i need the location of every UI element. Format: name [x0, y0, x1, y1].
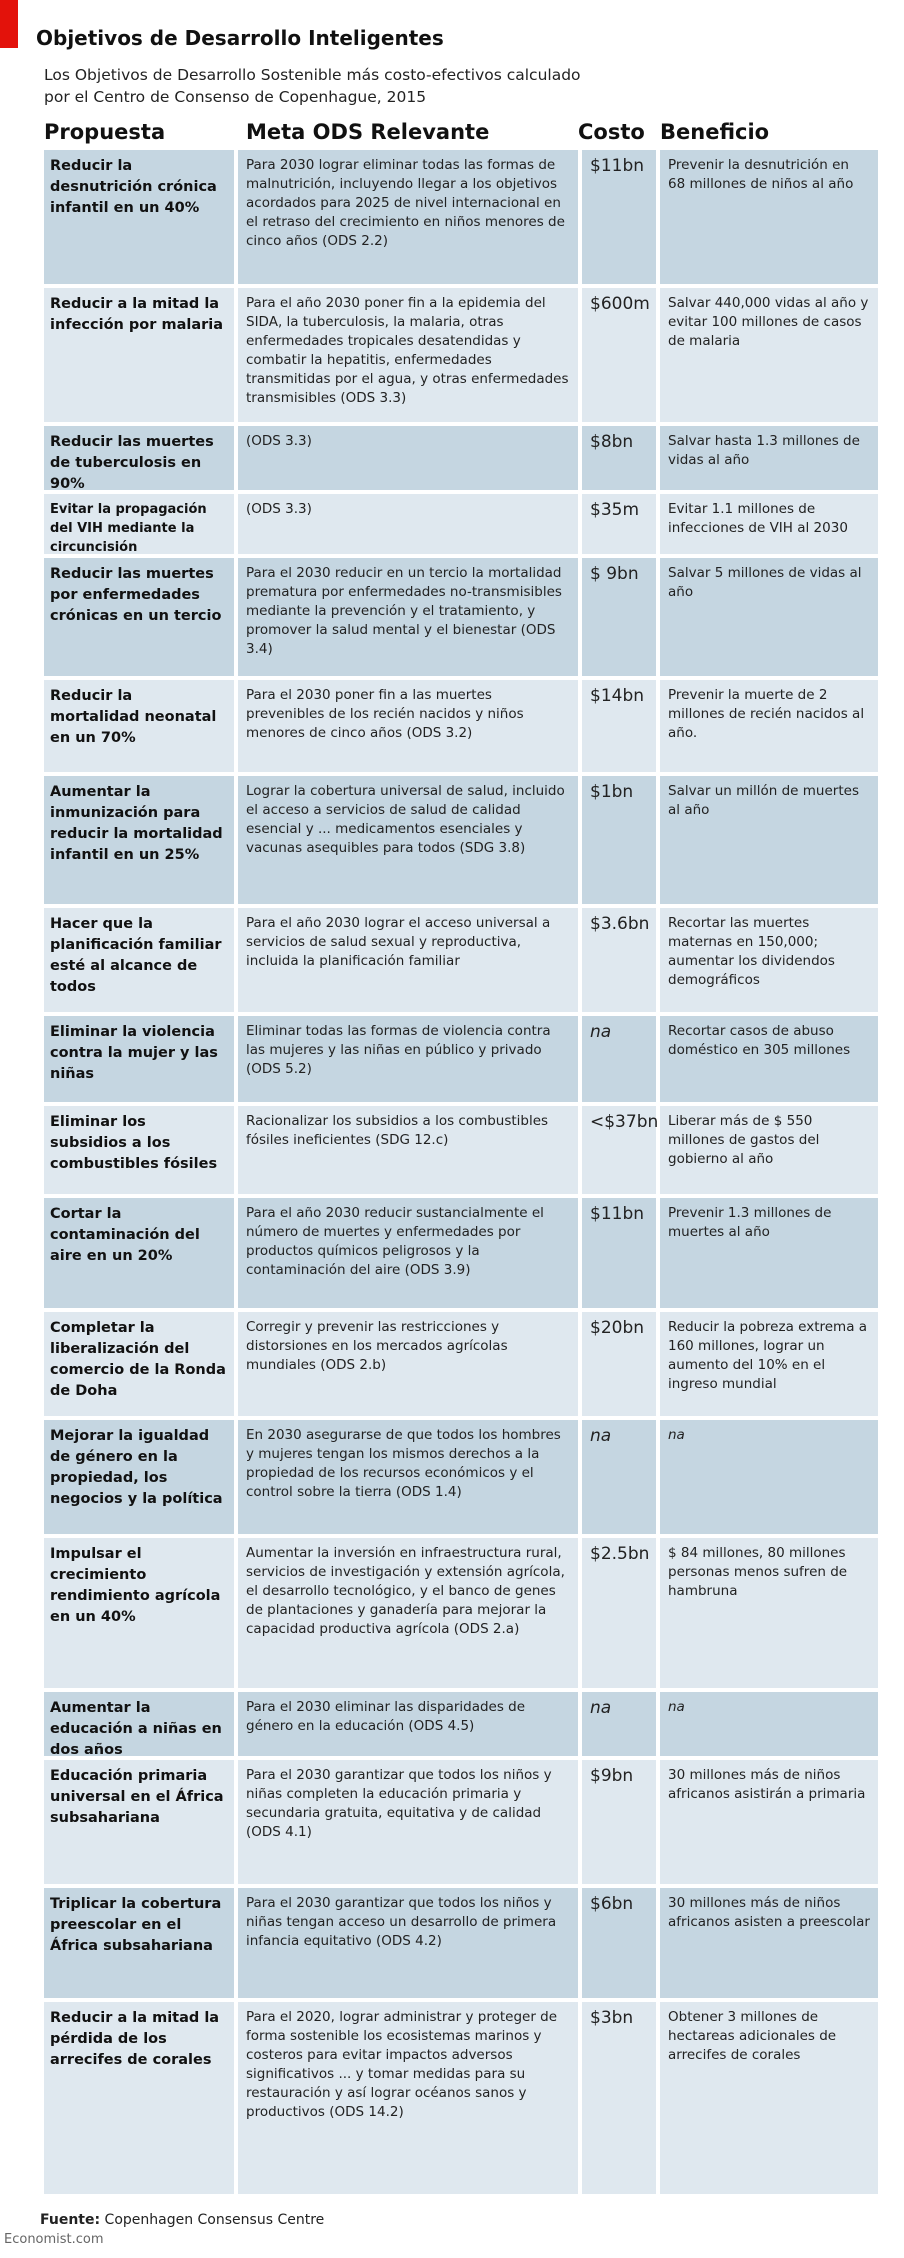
header-costo: Costo — [578, 120, 645, 144]
cell-propuesta: Triplicar la cobertura preescolar en el África subsahariana — [44, 1888, 234, 1998]
source-text: Copenhagen Consensus Centre — [104, 2212, 325, 2228]
source-footer — [40, 2212, 324, 2228]
cell-beneficio: 30 millones más de niños africanos asisten a preescolar — [660, 1888, 878, 1998]
table-row — [44, 150, 878, 284]
cell-meta: Eliminar todas las formas de violencia contra las mujeres y las niñas en público y privado (ODS 5.2) — [238, 1016, 578, 1102]
cell-propuesta: Completar la liberalización del comercio de la Ronda de Doha — [44, 1312, 234, 1416]
cell-beneficio: Liberar más de $ 550 millones de gastos del gobierno al año — [660, 1106, 878, 1194]
page-title: Objetivos de Desarrollo Inteligentes — [36, 26, 444, 50]
cell-costo: $11bn — [582, 1198, 656, 1308]
cell-beneficio: na — [660, 1420, 878, 1534]
cell-beneficio: Salvar 440,000 vidas al año y evitar 100 millones de casos de malaria — [660, 288, 878, 422]
table-row — [44, 908, 878, 1012]
table-row — [44, 1198, 878, 1308]
source-label: Fuente: — [40, 2212, 101, 2228]
table-row — [44, 1420, 878, 1534]
table-row — [44, 1760, 878, 1884]
cell-meta: Para 2030 lograr eliminar todas las formas de malnutrición, incluyendo llegar a los objetivos acordados para 2025 de nivel internacional en el retraso del crecimiento en niños menores de cinco años (ODS 2.2) — [238, 150, 578, 284]
cell-propuesta: Reducir a la mitad la infección por malaria — [44, 288, 234, 422]
cell-propuesta: Mejorar la igualdad de género en la propiedad, los negocios y la política — [44, 1420, 234, 1534]
cell-beneficio: Recortar casos de abuso doméstico en 305 millones — [660, 1016, 878, 1102]
cell-costo: $11bn — [582, 150, 656, 284]
brand-accent-bar — [0, 0, 18, 48]
header-propuesta: Propuesta — [44, 120, 166, 144]
cell-propuesta: Hacer que la planificación familiar esté al alcance de todos — [44, 908, 234, 1012]
table-row — [44, 494, 878, 554]
cell-beneficio: Prevenir 1.3 millones de muertes al año — [660, 1198, 878, 1308]
cell-costo: $2.5bn — [582, 1538, 656, 1688]
cell-costo: $9bn — [582, 1760, 656, 1884]
page-subtitle: Los Objetivos de Desarrollo Sostenible más costo-efectivos calculado por el Centro de Consenso de Copenhague, 2015 — [44, 66, 581, 106]
cell-beneficio: 30 millones más de niños africanos asistirán a primaria — [660, 1760, 878, 1884]
table-row — [44, 1312, 878, 1416]
cell-propuesta: Reducir la mortalidad neonatal en un 70% — [44, 680, 234, 772]
cell-costo: $600m — [582, 288, 656, 422]
cell-beneficio: Salvar un millón de muertes al año — [660, 776, 878, 904]
cell-propuesta: Eliminar los subsidios a los combustibles fósiles — [44, 1106, 234, 1194]
cell-propuesta: Educación primaria universal en el África subsahariana — [44, 1760, 234, 1884]
table-row — [44, 288, 878, 422]
cell-costo: $20bn — [582, 1312, 656, 1416]
cell-costo: na — [582, 1420, 656, 1534]
cell-beneficio: Salvar hasta 1.3 millones de vidas al año — [660, 426, 878, 490]
cell-costo: $3.6bn — [582, 908, 656, 1012]
cell-meta: En 2030 asegurarse de que todos los hombres y mujeres tengan los mismos derechos a la propiedad de los recursos económicos y el control sobre la tierra (ODS 1.4) — [238, 1420, 578, 1534]
cell-costo: na — [582, 1692, 656, 1756]
cell-beneficio: Prevenir la muerte de 2 millones de recién nacidos al año. — [660, 680, 878, 772]
cell-propuesta: Reducir las muertes de tuberculosis en 90% — [44, 426, 234, 490]
cell-costo: $35m — [582, 494, 656, 554]
header-meta: Meta ODS Relevante — [246, 120, 490, 144]
cell-meta: (ODS 3.3) — [238, 426, 578, 490]
cell-costo: <$37bn — [582, 1106, 656, 1194]
cell-meta: (ODS 3.3) — [238, 494, 578, 554]
cell-beneficio: Salvar 5 millones de vidas al año — [660, 558, 878, 676]
table-row — [44, 680, 878, 772]
cell-beneficio: Prevenir la desnutrición en 68 millones de niños al año — [660, 150, 878, 284]
table-row — [44, 776, 878, 904]
cell-propuesta: Reducir las muertes por enfermedades crónicas en un tercio — [44, 558, 234, 676]
cell-meta: Lograr la cobertura universal de salud, incluido el acceso a servicios de salud de calidad esencial y ... medicamentos esenciales y vacunas asequibles para todos (SDG 3.8) — [238, 776, 578, 904]
cell-meta: Para el 2020, lograr administrar y proteger de forma sostenible los ecosistemas marinos y costeros para evitar impactos adversos significativos ... y tomar medidas para su restauración y así lograr océanos sanos y productivos (ODS 14.2) — [238, 2002, 578, 2194]
table-row — [44, 1016, 878, 1102]
cell-costo: na — [582, 1016, 656, 1102]
cell-propuesta: Impulsar el crecimiento rendimiento agrícola en un 40% — [44, 1538, 234, 1688]
cell-propuesta: Aumentar la educación a niñas en dos años — [44, 1692, 234, 1756]
header-beneficio: Beneficio — [660, 120, 770, 144]
cell-propuesta: Reducir a la mitad la pérdida de los arrecifes de corales — [44, 2002, 234, 2194]
table-row — [44, 2002, 878, 2194]
cell-meta: Para el 2030 garantizar que todos los niños y niñas tengan acceso un desarrollo de primera infancia equitativo (ODS 4.2) — [238, 1888, 578, 1998]
table-row — [44, 1106, 878, 1194]
cell-meta: Para el 2030 garantizar que todos los niños y niñas completen la educación primaria y secundaria gratuita, equitativa y de calidad (ODS 4.1) — [238, 1760, 578, 1884]
table-row — [44, 558, 878, 676]
cell-beneficio: $ 84 millones, 80 millones personas menos sufren de hambruna — [660, 1538, 878, 1688]
cell-meta: Para el 2030 reducir en un tercio la mortalidad prematura por enfermedades no-transmisibles mediante la prevención y el tratamiento, y promover la salud mental y el bienestar (ODS 3.4) — [238, 558, 578, 676]
cell-beneficio: Reducir la pobreza extrema a 160 millones, lograr un aumento del 10% en el ingreso mundial — [660, 1312, 878, 1416]
cell-meta: Para el 2030 eliminar las disparidades de género en la educación (ODS 4.5) — [238, 1692, 578, 1756]
cell-beneficio: Obtener 3 millones de hectareas adicionales de arrecifes de corales — [660, 2002, 878, 2194]
cell-propuesta: Reducir la desnutrición crónica infantil en un 40% — [44, 150, 234, 284]
cell-meta: Para el año 2030 lograr el acceso universal a servicios de salud sexual y reproductiva, incluida la planificación familiar — [238, 908, 578, 1012]
cell-meta: Racionalizar los subsidios a los combustibles fósiles ineficientes (SDG 12.c) — [238, 1106, 578, 1194]
cell-costo: $14bn — [582, 680, 656, 772]
table-row — [44, 426, 878, 490]
brand-logo-text: Economist.com — [4, 2232, 104, 2247]
cell-propuesta: Evitar la propagación del VIH mediante la circuncisión — [44, 494, 234, 554]
cell-beneficio: Evitar 1.1 millones de infecciones de VIH al 2030 — [660, 494, 878, 554]
table-row — [44, 1538, 878, 1688]
cell-meta: Para el 2030 poner fin a las muertes prevenibles de los recién nacidos y niños menores de cinco años (ODS 3.2) — [238, 680, 578, 772]
cell-costo: $ 9bn — [582, 558, 656, 676]
cell-beneficio: na — [660, 1692, 878, 1756]
cell-propuesta: Aumentar la inmunización para reducir la mortalidad infantil en un 25% — [44, 776, 234, 904]
table-row — [44, 1888, 878, 1998]
cell-costo: $3bn — [582, 2002, 656, 2194]
cell-meta: Para el año 2030 reducir sustancialmente el número de muertes y enfermedades por productos químicos peligrosos y la contaminación del aire (ODS 3.9) — [238, 1198, 578, 1308]
cell-meta: Corregir y prevenir las restricciones y distorsiones en los mercados agrícolas mundiales (ODS 2.b) — [238, 1312, 578, 1416]
table-row — [44, 1692, 878, 1756]
cell-costo: $6bn — [582, 1888, 656, 1998]
cell-costo: $1bn — [582, 776, 656, 904]
cell-propuesta: Eliminar la violencia contra la mujer y las niñas — [44, 1016, 234, 1102]
cell-propuesta: Cortar la contaminación del aire en un 20% — [44, 1198, 234, 1308]
cell-meta: Aumentar la inversión en infraestructura rural, servicios de investigación y extensión agrícola, el desarrollo tecnológico, y el banco de genes de plantaciones y ganadería para mejorar la capacidad productiva agrícola (ODS 2.a) — [238, 1538, 578, 1688]
cell-meta: Para el año 2030 poner fin a la epidemia del SIDA, la tuberculosis, la malaria, otras enfermedades tropicales desatendidas y combatir la hepatitis, enfermedades transmitidas por el agua, y otras enfermedades transmisibles (ODS 3.3) — [238, 288, 578, 422]
cell-costo: $8bn — [582, 426, 656, 490]
cell-beneficio: Recortar las muertes maternas en 150,000; aumentar los dividendos demográficos — [660, 908, 878, 1012]
